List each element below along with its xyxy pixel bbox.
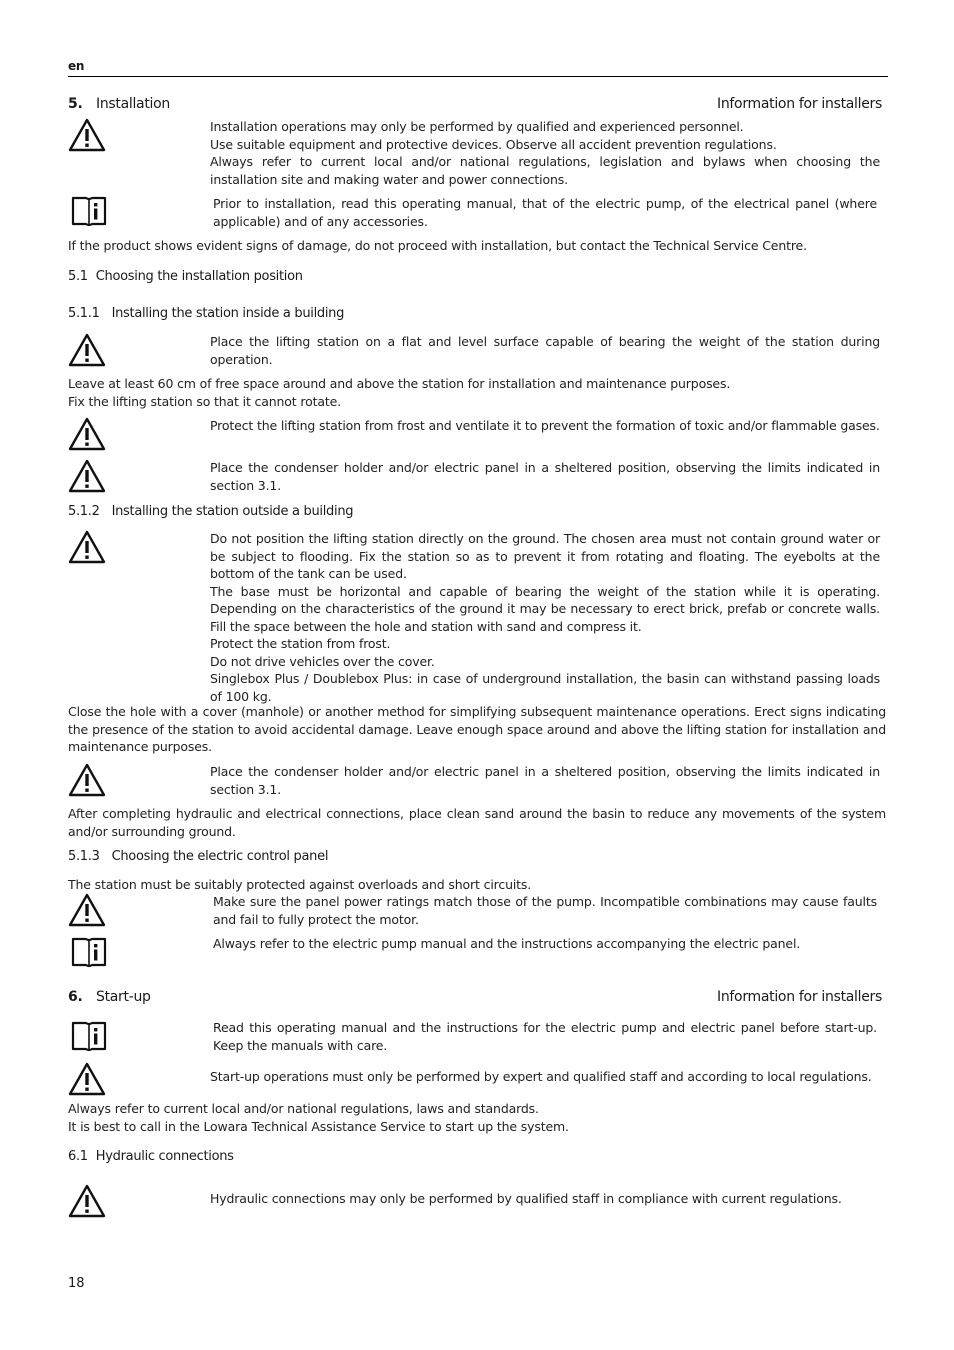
audience-label: Information for installers: [717, 96, 882, 112]
manual-note-text: Prior to installation, read this operating manual, that of the electric pump, of the electrical panel (where applicable) and of any accessories.: [213, 196, 877, 229]
section-number: 6.: [68, 989, 83, 1005]
warning-text: [210, 530, 880, 705]
manual-book-icon: [70, 936, 108, 968]
text-line: Protect the station from frost.: [210, 636, 391, 651]
audience-label: Information for installers: [717, 989, 882, 1005]
section-title: Start-up: [96, 989, 151, 1005]
header-rule: [68, 76, 888, 77]
section-title: Hydraulic connections: [95, 1149, 234, 1164]
text-line: Do not position the lifting station directly on the ground. The chosen area must not contain ground water or be subject to flooding. Fix the station so as to prevent it from rotating and floating. The eyebolts at the bottom of the tank can be used.: [210, 531, 880, 581]
paragraph: The station must be suitably protected against overloads and short circuits.: [68, 877, 532, 892]
subsection-5-1-1-heading: [68, 306, 344, 321]
text-line: Always refer to current local and/or national regulations, legislation and bylaws when choosing the installation site and making water and power connections.: [210, 154, 880, 187]
paragraph: [68, 375, 888, 410]
warning-icon: [68, 530, 106, 564]
paragraph: [68, 1100, 888, 1135]
page-number: 18: [68, 1276, 85, 1291]
warning-icon: [68, 763, 106, 797]
section-number: 6.1: [68, 1149, 88, 1164]
text-line: Installation operations may only be performed by qualified and experienced personnel.: [210, 119, 744, 134]
text-line: Do not drive vehicles over the cover.: [210, 653, 435, 669]
section-title: Installation: [96, 96, 170, 112]
language-code: en: [68, 59, 85, 73]
warning-text: Place the lifting station on a flat and level surface capable of bearing the weight of the station during operation.: [210, 334, 880, 367]
manual-note-text: Read this operating manual and the instructions for the electric pump and electric panel before start-up. Keep the manuals with care.: [213, 1020, 877, 1053]
text-line: Always refer to current local and/or national regulations, laws and standards.: [68, 1101, 539, 1116]
warning-icon: [68, 118, 106, 152]
manual-book-icon: [70, 195, 108, 227]
text-line: The base must be horizontal and capable of bearing the weight of the station while it is operating. Depending on the characteristics of the ground it may be necessary to erect brick, prefab or concrete walls. Fill the space between the hole and station with sand and compress it.: [210, 583, 880, 634]
warning-text: Hydraulic connections may only be performed by qualified staff in compliance with current regulations.: [210, 1191, 842, 1206]
text-line: Singlebox Plus / Doublebox Plus: in case of underground installation, the basin can withstand passing loads of 100 kg.: [210, 671, 880, 704]
warning-icon: [68, 1062, 106, 1096]
section-title: Installing the station inside a building: [111, 306, 345, 321]
section-number: 5.1.1: [68, 306, 100, 321]
manual-book-icon: [70, 1020, 108, 1052]
section-number: 5.1: [68, 269, 88, 284]
section-title: Installing the station outside a building: [111, 504, 354, 519]
manual-note-text: Always refer to the electric pump manual and the instructions accompanying the electric panel.: [213, 936, 801, 951]
warning-text: Place the condenser holder and/or electric panel in a sheltered position, observing the limits indicated in section 3.1.: [210, 764, 880, 797]
warning-text: Protect the lifting station from frost and ventilate it to prevent the formation of toxic and/or flammable gases.: [210, 418, 880, 433]
section-number: 5.1.3: [68, 849, 100, 864]
section-number: 5.: [68, 96, 83, 112]
paragraph: If the product shows evident signs of damage, do not proceed with installation, but contact the Technical Service Centre.: [68, 238, 807, 253]
paragraph: After completing hydraulic and electrical connections, place clean sand around the basin to reduce any movements of the system and/or surrounding ground.: [68, 806, 886, 839]
warning-icon: [68, 1184, 106, 1218]
text-line: Leave at least 60 cm of free space around and above the station for installation and maintenance purposes.: [68, 376, 731, 391]
subsection-6-1-heading: [68, 1149, 234, 1164]
text-line: Use suitable equipment and protective devices. Observe all accident prevention regulations.: [210, 136, 777, 152]
paragraph: Close the hole with a cover (manhole) or another method for simplifying subsequent maintenance operations. Erect signs indicating the presence of the station to avoid accidental damage. Leave enough space around and above the lifting station for installation and maintenance purposes.: [68, 704, 886, 754]
section-title: Choosing the electric control panel: [111, 849, 329, 864]
warning-text: Make sure the panel power ratings match those of the pump. Incompatible combinations may cause faults and fail to fully protect the motor.: [213, 894, 877, 927]
warning-icon: [68, 333, 106, 367]
section-6-heading: [68, 989, 151, 1005]
section-number: 5.1.2: [68, 504, 100, 519]
section-title: Choosing the installation position: [95, 269, 303, 284]
warning-icon: [68, 417, 106, 451]
text-line: Fix the lifting station so that it cannot rotate.: [68, 393, 341, 409]
warning-icon: [68, 459, 106, 493]
subsection-5-1-heading: [68, 269, 303, 284]
warning-text: [210, 118, 880, 188]
subsection-5-1-2-heading: [68, 504, 353, 519]
warning-text: Place the condenser holder and/or electric panel in a sheltered position, observing the limits indicated in section 3.1.: [210, 460, 880, 493]
subsection-5-1-3-heading: [68, 849, 328, 864]
warning-icon: [68, 893, 106, 927]
text-line: It is best to call in the Lowara Technical Assistance Service to start up the system.: [68, 1118, 569, 1134]
section-5-heading: [68, 96, 170, 112]
warning-text: Start-up operations must only be performed by expert and qualified staff and according to local regulations.: [210, 1069, 872, 1084]
